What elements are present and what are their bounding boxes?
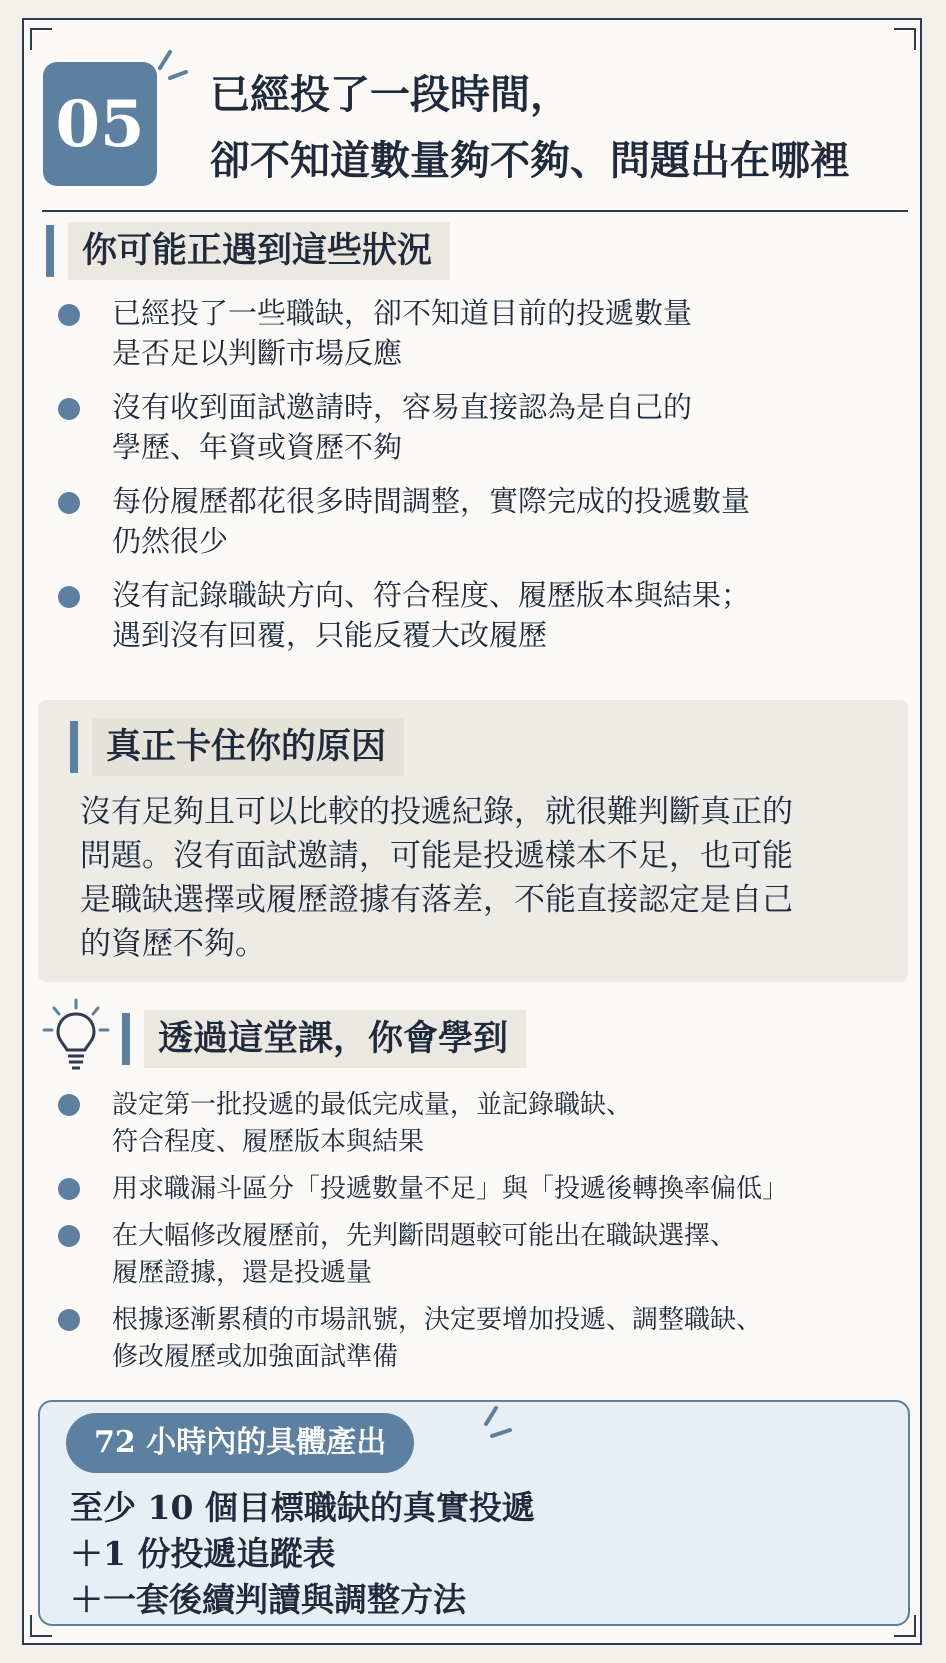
output-line: ＋一套後續判讀與調整方法	[70, 1580, 466, 1619]
output-lines	[70, 1485, 890, 1623]
list-item-line: 修改履歷或加強面試準備	[112, 1341, 399, 1371]
corner-mark-top-right	[894, 28, 916, 50]
list-item-line: 用求職漏斗區分「投遞數量不足」與「投遞後轉換率偏低」	[112, 1173, 789, 1203]
list-item-line: 仍然很少	[112, 526, 229, 558]
page-title-line1: 已經投了一段時間，	[210, 71, 570, 118]
list-item-line: 已經投了一些職缺，卻不知道目前的投遞數量	[112, 298, 693, 330]
list-item	[54, 1086, 914, 1160]
reason-heading-label: 真正卡住你的原因	[92, 718, 404, 776]
reason-heading	[70, 718, 404, 776]
list-item	[54, 1301, 914, 1375]
spark-lines-icon	[152, 48, 192, 88]
list-item-line: 履歷證據，還是投遞量	[112, 1257, 373, 1287]
list-item	[54, 1170, 914, 1207]
learn-list	[54, 1086, 914, 1385]
list-item-line: 沒有記錄職缺方向、符合程度、履歷版本與結果；	[112, 580, 751, 612]
list-item-line: 學歷、年資或資歷不夠	[112, 432, 403, 464]
lightbulb-icon	[40, 996, 112, 1076]
reason-line: 是職缺選擇或履歷證據有落差，不能直接認定是自己	[80, 882, 793, 917]
bullet-dot	[58, 1178, 80, 1200]
list-item	[54, 576, 914, 656]
list-item-line: 遇到沒有回覆，只能反覆大改履歷	[112, 620, 548, 652]
page-title-line2: 卻不知道數量夠不夠、問題出在哪裡	[210, 137, 850, 184]
spark-lines-icon	[478, 1404, 518, 1444]
bullet-dot	[58, 1309, 80, 1331]
list-item	[54, 388, 914, 468]
list-item-line: 沒有收到面試邀請時，容易直接認為是自己的	[112, 392, 693, 424]
output-line: 至少 10 個目標職缺的真實投遞	[70, 1488, 535, 1527]
list-item	[54, 294, 914, 374]
situations-heading	[46, 222, 450, 280]
heading-accent-bar	[122, 1013, 130, 1065]
reason-line: 的資歷不夠。	[80, 926, 266, 961]
list-item-line: 每份履歷都花很多時間調整，實際完成的投遞數量	[112, 486, 751, 518]
situations-list	[54, 294, 914, 670]
output-line: ＋1 份投遞追蹤表	[70, 1534, 336, 1573]
corner-mark-top-left	[30, 28, 52, 50]
section-number-badge: 05	[43, 62, 157, 186]
list-item	[54, 482, 914, 562]
list-item-line: 是否足以判斷市場反應	[112, 338, 403, 370]
bullet-dot	[58, 586, 80, 608]
title-divider	[42, 210, 908, 212]
reason-text	[80, 790, 900, 966]
situations-heading-label: 你可能正遇到這些狀況	[68, 222, 450, 280]
list-item-line: 在大幅修改履歷前，先判斷問題較可能出在職缺選擇、	[112, 1220, 737, 1250]
bullet-dot	[58, 398, 80, 420]
list-item	[54, 1217, 914, 1291]
learn-heading	[122, 1010, 526, 1068]
reason-line: 沒有足夠且可以比較的投遞紀錄，就很難判斷真正的	[80, 794, 793, 829]
list-item-line: 符合程度、履歷版本與結果	[112, 1126, 425, 1156]
bullet-dot	[58, 304, 80, 326]
reason-line: 問題。沒有面試邀請，可能是投遞樣本不足，也可能	[80, 838, 793, 873]
heading-accent-bar	[70, 721, 78, 773]
page-title	[210, 62, 910, 194]
bullet-dot	[58, 492, 80, 514]
output-pill-label: 72 小時內的具體產出	[66, 1413, 414, 1473]
list-item-line: 設定第一批投遞的最低完成量，並記錄職缺、	[112, 1089, 633, 1119]
bullet-dot	[58, 1094, 80, 1116]
list-item-line: 根據逐漸累積的市場訊號，決定要增加投遞、調整職缺、	[112, 1304, 763, 1334]
bullet-dot	[58, 1225, 80, 1247]
learn-heading-label: 透過這堂課，你會學到	[144, 1010, 526, 1068]
heading-accent-bar	[46, 225, 54, 277]
